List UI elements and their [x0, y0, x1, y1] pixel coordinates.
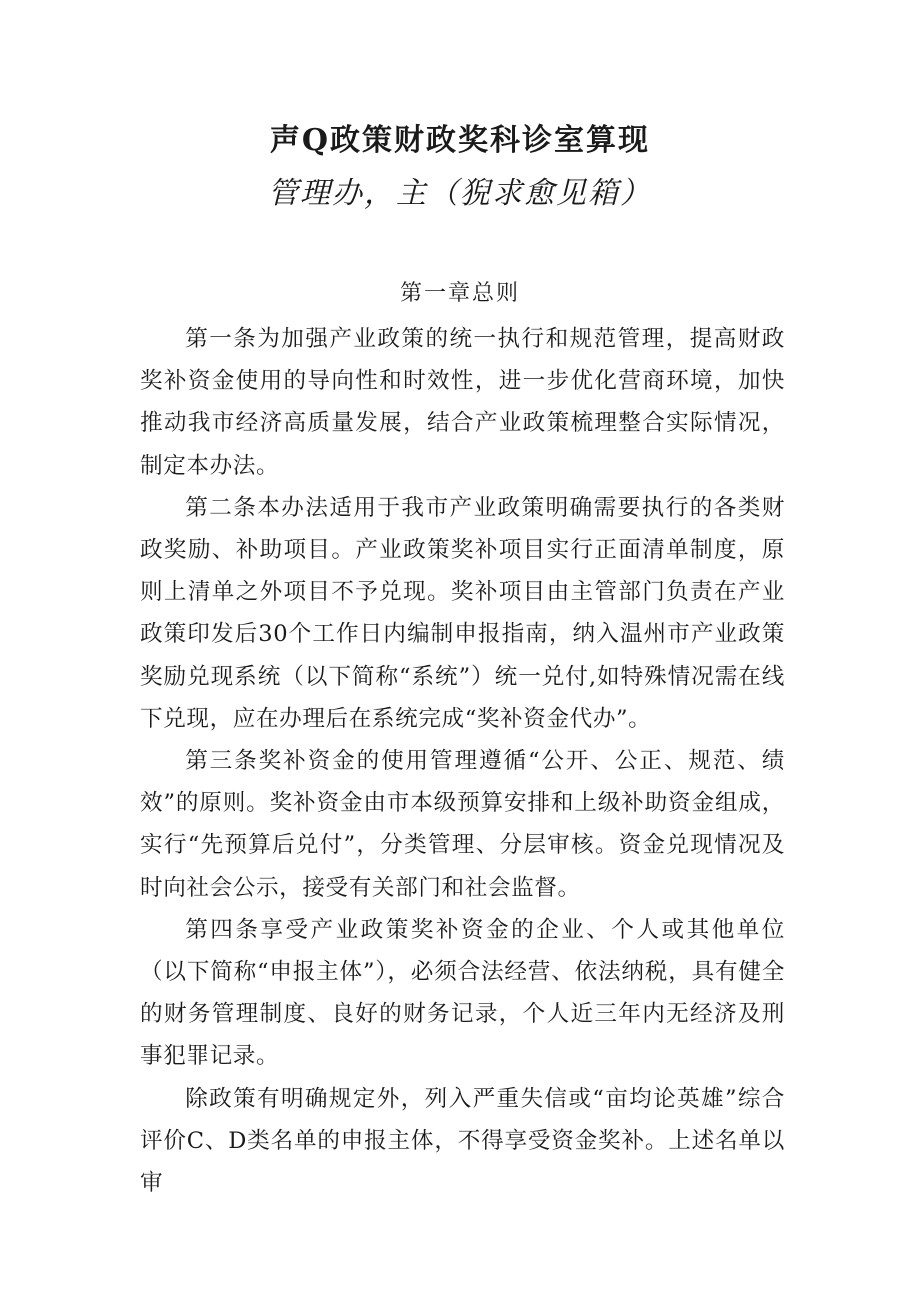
chapter-heading: 第一章总则 [399, 281, 520, 306]
document-title-line2: 管理办，主（猊求愈见箱） [268, 176, 652, 211]
paragraph-article-4: 第四条享受产业政策奖补资金的企业、个人或其他单位（以下简称“申报主体”），必须合法经营、依法纳税，具有健全的财务管理制度、良好的财务记录，个人近三年内无经济及刑事犯罪记录。 [140, 916, 785, 1070]
document-body [140, 318, 785, 1204]
paragraph-article-4-supplement: 除政策有明确规定外，列入严重失信或“亩均论英雄”综合评价C、D类名单的申报主体，不得享受资金奖补。上述名单以审 [140, 1085, 785, 1197]
paragraph-article-1: 第一条为加强产业政策的统一执行和规范管理，提高财政奖补资金使用的导向性和时效性，进一步优化营商环境，加快推动我市经济高质量发展，结合产业政策梳理整合实际情况，制定本办法。 [140, 326, 785, 479]
paragraph-article-2: 第二条本办法适用于我市产业政策明确需要执行的各类财政奖励、补助项目。产业政策奖补项目实行正面清单制度，原则上清单之外项目不予兑现。奖补项目由主管部门负责在产业政策印发后30个工作日内编制申报指南，纳入温州市产业政策奖励兑现系统（以下简称“系统”）统一兑付,如特殊情况需在线下兑现，应在办理后在系统完成“奖补资金代办”。 [140, 494, 785, 732]
paragraph-article-3: 第三条奖补资金的使用管理遵循“公开、公正、规范、绩效”的原则。奖补资金由市本级预算安排和上级补助资金组成，实行“先预算后兑付”，分类管理、分层审核。资金兑现情况及时向社会公示，接受有关部门和社会监督。 [140, 748, 785, 901]
document-title-line1: 声Q政策财政奖科诊室算现 [269, 123, 651, 158]
